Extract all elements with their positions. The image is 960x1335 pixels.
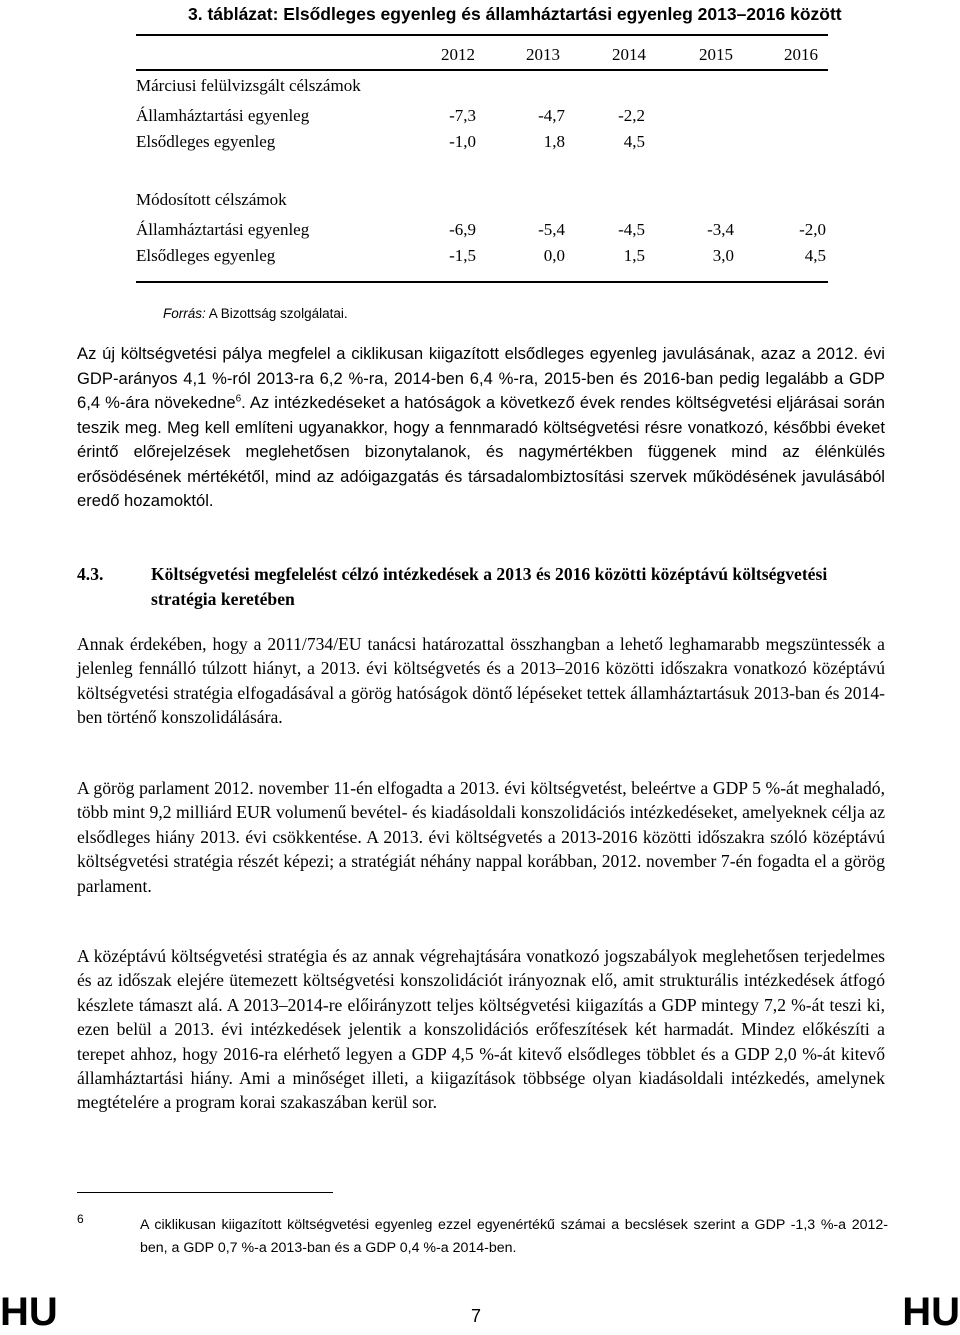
table-caption: 3. táblázat: Elsődleges egyenleg és államháztartási egyenleg 2013–2016 között xyxy=(188,4,842,24)
footnote-divider xyxy=(77,1192,333,1193)
footnote-text: A ciklikusan kiigazított költségvetési egyenleg ezzel egyenértékű számai a becslések szerint a GDP -1,3 %-a 2012-ben, a GDP 0,7 %-a 2013-ban és a GDP 0,4 %-a 2014-ben. xyxy=(140,1217,888,1256)
row-label: Államháztartási egyenleg xyxy=(136,106,310,125)
table-cell: -2,2 xyxy=(618,106,645,125)
table-cell: 1,5 xyxy=(623,246,645,265)
table-cell: 4,5 xyxy=(623,132,645,151)
table-cell: -1,0 xyxy=(449,132,476,151)
table-row xyxy=(136,131,828,153)
source-label: Forrás: xyxy=(163,306,206,321)
paragraph-3: A görög parlament 2012. november 11-én elfogadta a 2013. évi költségvetést, beleértve a GDP 5 %-át meghaladó, több mint 9,2 milliárd EUR volumenű bevétel- és kiadásoldali konszolidációs intézkedéseket, amelyeknek célja az elsődleges hiány 2013. évi csökkentése. A 2013. évi költségvetés a 2013-2016 közötti időszakra szóló középtávú költségvetési stratégia részét képezi; a stratégiát néhány nappal korábban, 2012. november 7-én fogadta el a görög parlament. xyxy=(77,778,885,896)
row-label: Elsődleges egyenleg xyxy=(136,246,276,265)
table-cell: 1,8 xyxy=(543,132,565,151)
table-cell: -4,7 xyxy=(538,106,565,125)
table-header-rule xyxy=(136,69,828,71)
year-header: 2014 xyxy=(612,45,646,64)
section-title-text: Módosított célszámok xyxy=(136,190,287,209)
table-row xyxy=(136,105,828,127)
table-cell: -1,5 xyxy=(449,246,476,265)
section-number: 4.3. xyxy=(77,564,104,584)
row-label: Államháztartási egyenleg xyxy=(136,220,310,239)
source-text: A Bizottság szolgálatai. xyxy=(205,306,348,321)
year-header: 2015 xyxy=(699,45,733,64)
section-title-text: Márciusi felülvizsgált célszámok xyxy=(136,76,361,95)
table-cell: -6,9 xyxy=(449,220,476,239)
table-cell: -5,4 xyxy=(538,220,565,239)
paragraph-1-text: Az új költségvetési pálya megfelel a ciklikusan kiigazított elsődleges egyenleg javulásának, azaz a 2012. évi GDP-arányos 4,1 %-ról 2013-ra 6,2 %-ra, 2014-ben 6,4 %-ra, 2015-ben és 2016-ban pedig legalább a GDP 6,4 %-ára növekedne xyxy=(77,344,885,412)
paragraph-1-text-cont: . Az intézkedéseket a hatóságok a következő évek rendes költségvetési eljárásai során teszik meg. Meg kell említeni ugyanakkor, hogy a fennmaradó költségvetési résre vonatkozó, későbbi éveket érintő előrejelzések meglehetősen bizonytalanok, és nagymértékben függenek mind az élénkülés erősödésének mértékétől, mind az adóigazgatás és társadalombiztosítási szervek működésének javulásából eredő hozamoktól. xyxy=(77,393,886,510)
table-cell: 4,5 xyxy=(804,246,826,265)
balance-table xyxy=(136,34,828,292)
paragraph-2: Annak érdekében, hogy a 2011/734/EU tanácsi határozattal összhangban a lehető leghamarabb megszüntessék a jelenleg fennálló túlzott hiányt, a 2013. évi költségvetés és a 2013–2016 közötti időszakra vonatkozó középtávú költségvetési stratégia elfogadásával a görög hatóságok döntő lépéseket tettek államháztartásuk 2013-ban és 2014-ben történő konszolidálására. xyxy=(77,634,885,728)
footnote-mark: 6 xyxy=(77,1212,84,1226)
year-header: 2012 xyxy=(441,45,475,64)
table-source xyxy=(163,306,348,321)
table-cell: -4,5 xyxy=(618,220,645,239)
page-number: 7 xyxy=(471,1306,482,1326)
table-top-rule xyxy=(136,34,828,36)
paragraph-4: A középtávú költségvetési stratégia és az annak végrehajtására vonatkozó jogszabályok meglehetősen terjedelmes és az időszak elejére ütemezett költségvetési konszolidációt irányoznak elő, amit strukturális intézkedések átfogó készlete támaszt alá. A 2013–2014-re előirányzott teljes költségvetési kiigazítás a GDP mintegy 7,2 %-át teszi ki, ezen belül a 2013. évi intézkedések jelentik a konszolidációs erőfeszítések két harmadát. Mindez előkészíti a terepet ahhoz, hogy 2016-ra elérhető legyen a GDP 4,5 %-át kitevő elsődleges többlet és a GDP 2,0 %-át kitevő államháztartási hiány. Ami a minőséget illeti, a kiigazítások többsége olyan kiadásoldali intézkedés, amelynek megtételére a program korai szakaszában kerül sor. xyxy=(77,946,885,1113)
year-header: 2016 xyxy=(784,45,818,64)
table-row xyxy=(136,219,828,241)
table-cell: 0,0 xyxy=(543,246,565,265)
table-cell: -2,0 xyxy=(799,220,826,239)
footer-language-code-left: HU xyxy=(0,1290,58,1334)
table-row xyxy=(136,245,828,267)
table-cell: -3,4 xyxy=(707,220,734,239)
section-title xyxy=(136,189,828,211)
footnote-ref: 6 xyxy=(235,393,242,405)
footer-language-code-right: HU xyxy=(902,1290,960,1334)
table-bottom-rule xyxy=(136,281,828,283)
section-heading-text: Költségvetési megfelelést célzó intézkedések a 2013 és 2016 közötti középtávú költségvetési stratégia keretében xyxy=(151,564,828,609)
table-cell: -7,3 xyxy=(449,106,476,125)
paragraph-1 xyxy=(77,342,885,514)
table-cell: 3,0 xyxy=(712,246,734,265)
row-label: Elsődleges egyenleg xyxy=(136,132,276,151)
year-header: 2013 xyxy=(526,45,560,64)
section-title xyxy=(136,75,828,97)
table-header-row xyxy=(136,44,828,66)
